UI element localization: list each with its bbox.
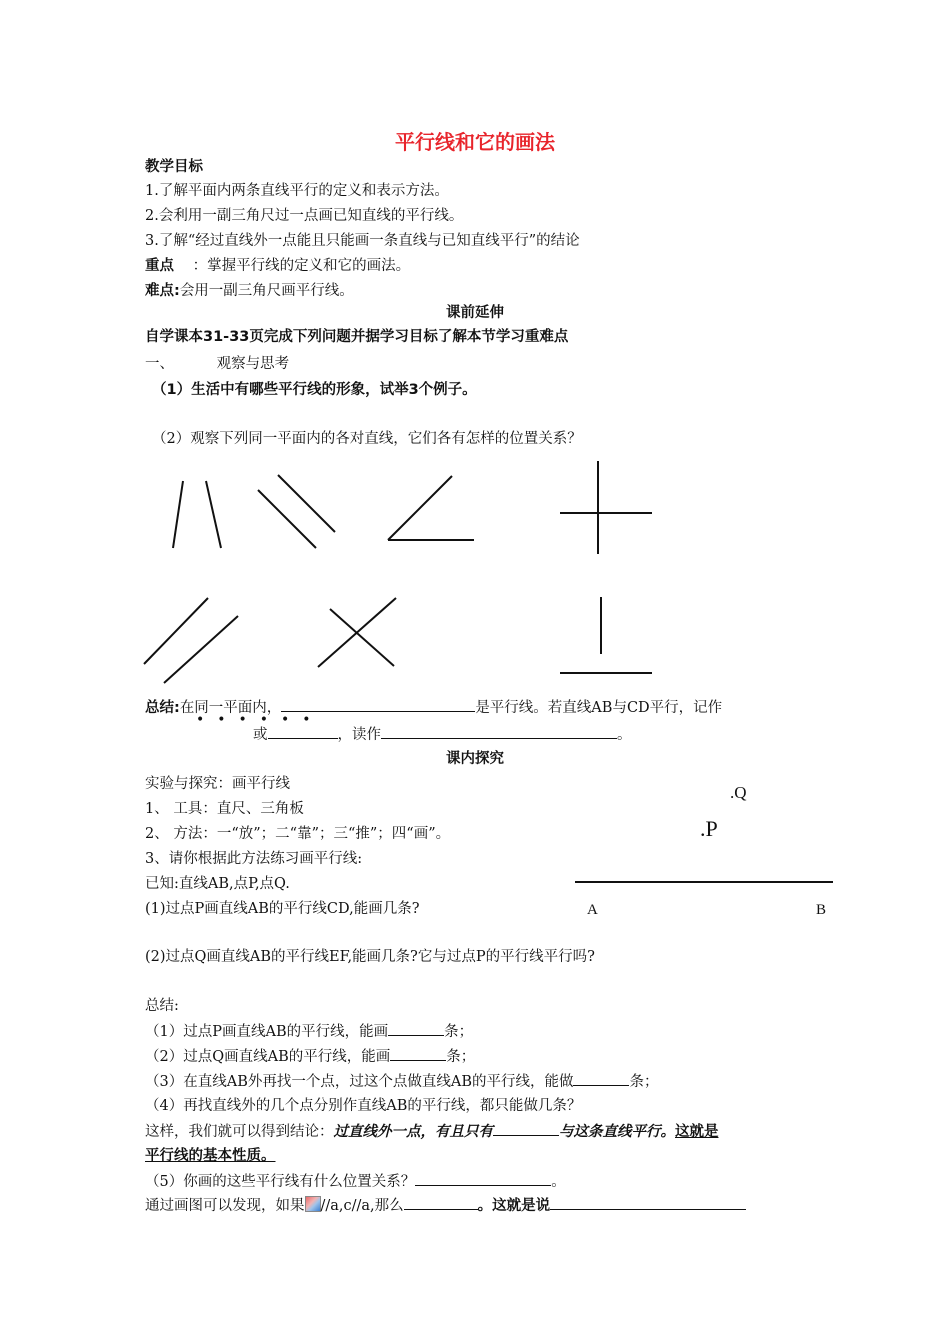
pair5-line-b <box>164 616 238 683</box>
blank-notation[interactable] <box>268 724 338 739</box>
conclusion-line <box>145 1121 719 1142</box>
summary2-item-1-end: 条； <box>444 1024 474 1040</box>
conclusion-intro: 这样，我们就可以得到结论： <box>145 1124 334 1140</box>
summary2-item-3-text: （3）在直线AB外再找一个点，过这个点做直线AB的平行线，能做 <box>145 1074 574 1090</box>
final-line <box>145 1195 746 1216</box>
point-b-label: B <box>816 902 827 918</box>
practice-question-2: (2)过点Q画直线AB的平行线EF,能画几条?它与过点P的平行线平行吗? <box>145 949 595 965</box>
blank-reading[interactable] <box>381 724 617 739</box>
difficulty-label: 难点: <box>145 283 180 299</box>
final-text-a: 通过画图可以发现，如果 <box>145 1198 305 1214</box>
objectives-heading: 教学目标 <box>145 159 203 175</box>
conclusion-statement-c: 这就是 <box>675 1124 719 1140</box>
objective-item: 1.了解平面内两条直线平行的定义和表示方法。 <box>145 183 449 199</box>
question-2: （2）观察下列同一平面内的各对直线，它们各有怎样的位置关系？ <box>152 431 582 447</box>
section1-number: 一、 <box>145 356 174 372</box>
summary2-label: 总结: <box>145 998 179 1014</box>
objective-item: 2.会利用一副三角尺过一点画已知直线的平行线。 <box>145 208 464 224</box>
pair2-line-b <box>278 475 335 532</box>
summary2-item-3-end: 条； <box>629 1074 659 1090</box>
summary2-item-2 <box>145 1046 475 1067</box>
summary2-item-2-text: （2）过点Q画直线AB的平行线，能画 <box>145 1049 391 1065</box>
summary-text-e: 。 <box>617 727 632 743</box>
preclass-heading: 课前延伸 <box>446 305 504 321</box>
page-title: 平行线和它的画法 <box>395 130 555 154</box>
summary-line-2 <box>253 724 632 745</box>
point-a-label: A <box>587 902 598 918</box>
emphasis-dots: •••••• <box>196 712 324 728</box>
pair1-line-a <box>173 481 183 548</box>
broken-image-icon <box>305 1196 321 1212</box>
given-line: 已知:直线AB,点P,点Q. <box>145 876 290 892</box>
blank-parallel-definition[interactable] <box>281 697 475 712</box>
key-point-text: ：掌握平行线的定义和它的画法。 <box>192 258 411 274</box>
summary2-item-4: （4）再找直线外的几个点分别作直线AB的平行线，都只能做几条？ <box>145 1098 582 1114</box>
point-p-label: .P <box>700 816 718 841</box>
pair6-line-b <box>330 609 394 666</box>
conclusion-statement-b: 与这条直线平行。 <box>559 1123 675 1140</box>
summary-text-b: 是平行线。若直线AB与CD平行，记作 <box>475 700 723 716</box>
summary2-item-1 <box>145 1021 473 1042</box>
blank-count-another[interactable] <box>573 1071 629 1086</box>
summary2-item-1-text: （1）过点P画直线AB的平行线，能画 <box>145 1024 389 1040</box>
blank-count-p[interactable] <box>388 1021 444 1036</box>
question-1: （1）生活中有哪些平行线的形象，试举3个例子。 <box>152 382 477 398</box>
pair1-line-b <box>206 481 221 548</box>
objective-item: 3.了解“经过直线外一点能且只能画一条直线与已知直线平行”的结论 <box>145 233 580 249</box>
pair2-line-a <box>258 490 316 548</box>
summary2-item-5-end: 。 <box>551 1174 566 1190</box>
summary-text-d: ，读作 <box>337 727 381 743</box>
experiment-title: 实验与探究：画平行线 <box>145 776 290 792</box>
summary-text-c: 或 <box>253 727 268 743</box>
difficulty-text: 会用一副三角尺画平行线。 <box>179 283 354 299</box>
conclusion-statement-a: 过直线外一点，有且只有 <box>333 1123 493 1140</box>
section1-title: 观察与思考 <box>216 356 290 372</box>
pair5-line-a <box>144 598 208 664</box>
blank-relationship[interactable] <box>415 1171 551 1186</box>
practice-line: 3、请你根据此方法练习画平行线: <box>145 851 363 867</box>
pair3-line-a <box>388 476 452 540</box>
blank-meaning[interactable] <box>550 1195 746 1210</box>
blank-only-one[interactable] <box>493 1121 559 1136</box>
summary-label: 总结: <box>145 700 180 716</box>
summary-text-a: 在同一平面内， <box>179 700 282 716</box>
practice-question-1: (1)过点P画直线AB的平行线CD,能画几条? <box>145 901 420 917</box>
summary2-item-3 <box>145 1071 658 1092</box>
blank-count-q[interactable] <box>390 1046 446 1061</box>
tools-line: 1、 工具：直尺、三角板 <box>145 801 304 817</box>
final-text-c: 。这就是说 <box>477 1198 551 1214</box>
final-text-b: //a,c//a,那么 <box>320 1198 404 1214</box>
preclass-instruction: 自学课本31-33页完成下列问题并据学习目标了解本节学习重难点 <box>145 329 569 345</box>
summary2-item-5-text: （5）你画的这些平行线有什么位置关系？ <box>145 1174 416 1190</box>
basic-property: 平行线的基本性质。 <box>145 1148 276 1164</box>
blank-conclusion[interactable] <box>404 1195 478 1210</box>
summary2-item-2-end: 条； <box>446 1049 476 1065</box>
method-line: 2、 方法：一“放”；二“靠”；三“推”；四“画”。 <box>145 826 451 842</box>
key-point-label: 重点 <box>145 258 174 274</box>
summary2-item-5 <box>145 1171 566 1192</box>
inclass-heading: 课内探究 <box>446 751 504 767</box>
point-q-label: .Q <box>730 783 747 802</box>
